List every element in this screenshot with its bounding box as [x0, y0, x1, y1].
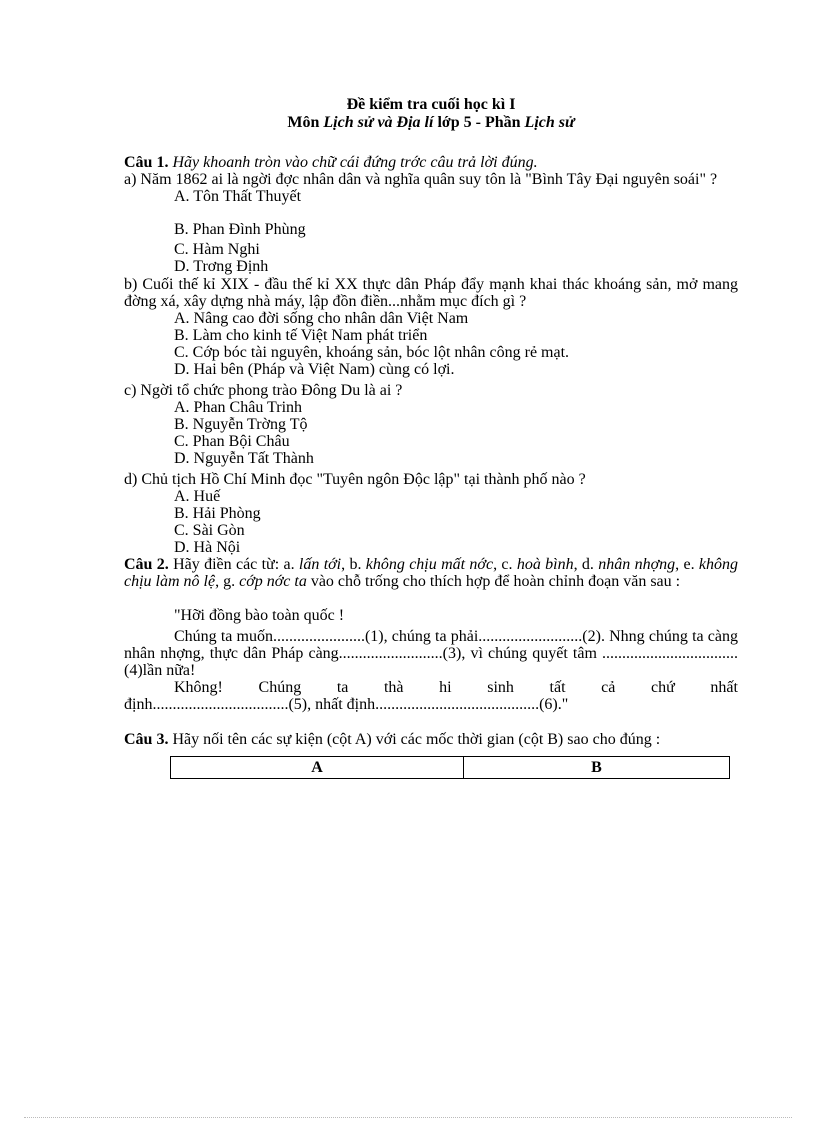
- option-1c-c: C. Phan Bội Châu: [174, 433, 290, 450]
- question-1b-text: b) Cuối thế kỉ XIX - đầu thế kỉ XX thực dân Pháp đẩy mạnh khai thác khoáng sản, mở mang đờng xá, xây dựng nhà máy, lập đồn điền...nhằm mục đích gì ?: [124, 276, 738, 310]
- option-1a-c: C. Hàm Nghi: [174, 241, 260, 258]
- question-3: [124, 731, 738, 779]
- option-1b-c: C. Cớp bóc tài nguyên, khoáng sản, bóc lột nhân công rẻ mạt.: [174, 344, 570, 361]
- option-1c-a: A. Phan Châu Trinh: [174, 399, 303, 416]
- option-1b-b: B. Làm cho kinh tế Việt Nam phát triển: [174, 327, 428, 344]
- option-1d-b: B. Hải Phòng: [174, 505, 261, 522]
- question-1-heading: Câu 1. Hãy khoanh tròn vào chữ cái đứng trớc câu trả lời đúng.: [124, 154, 538, 171]
- exam-page: [124, 96, 738, 779]
- option-1b-a: A. Nâng cao đời sống cho nhân dân Việt Nam: [174, 310, 469, 327]
- passage-line-4: định..................................(5), nhất định.........................................(6).": [124, 696, 569, 713]
- option-1b-d: D. Hai bên (Pháp và Việt Nam) cùng có lợi.: [174, 361, 455, 378]
- question-3-instruction: Câu 3. Hãy nối tên các sự kiện (cột A) với các mốc thời gian (cột B) sao cho đúng :: [124, 731, 661, 748]
- question-1: [124, 154, 738, 556]
- option-1a-b: B. Phan Đình Phùng: [174, 221, 306, 238]
- column-b-header: B: [464, 757, 730, 779]
- matching-table: [170, 756, 730, 779]
- page-title: [124, 96, 738, 132]
- fill-in-passage: [124, 607, 738, 713]
- passage-line-3: Không! Chúng ta thà hi sinh tất cả chứ nhất: [174, 679, 738, 696]
- passage-line-1: "Hỡi đồng bào toàn quốc !: [174, 607, 345, 624]
- option-1d-c: C. Sài Gòn: [174, 522, 245, 539]
- question-1c-text: c) Ngời tổ chức phong trào Đông Du là ai ?: [124, 382, 403, 399]
- option-1c-d: D. Nguyễn Tất Thành: [174, 450, 314, 467]
- page-bottom-border: [24, 1117, 792, 1118]
- option-1c-b: B. Nguyễn Trờng Tộ: [174, 416, 308, 433]
- question-1a-text: a) Năm 1862 ai là ngời đợc nhân dân và nghĩa quân suy tôn là "Bình Tây Đại nguyên soái" ?: [124, 171, 718, 188]
- passage-line-2: Chúng ta muốn.......................(1), chúng ta phải..........................(2). Nhng chúng ta càng nhân nhợng, thực dân Pháp càng..........................(3), vì chúng quyết tâm ..................................(4)lần nữa!: [124, 628, 738, 679]
- option-1d-d: D. Hà Nội: [174, 539, 241, 556]
- question-1d-text: d) Chủ tịch Hồ Chí Minh đọc "Tuyên ngôn Độc lập" tại thành phố nào ?: [124, 471, 586, 488]
- title-line-2: Môn Lịch sử và Địa lí lớp 5 - Phần Lịch sử: [287, 114, 575, 131]
- option-1a-d: D. Trơng Định: [174, 258, 269, 275]
- option-1a-a: A. Tôn Thất Thuyết: [174, 188, 302, 205]
- question-2: [124, 556, 738, 713]
- option-1d-a: A. Huế: [174, 488, 221, 505]
- title-line-1: Đề kiểm tra cuối học kì I: [346, 96, 516, 113]
- column-a-header: A: [171, 757, 464, 779]
- question-2-instruction: Câu 2. Hãy điền các từ: a. lấn tới, b. không chịu mất nớc, c. hoà bình, d. nhân nhợng, e. không chịu làm nô lệ, g. cớp nớc ta vào chỗ trống cho thích hợp để hoàn chỉnh đoạn văn sau :: [124, 556, 739, 590]
